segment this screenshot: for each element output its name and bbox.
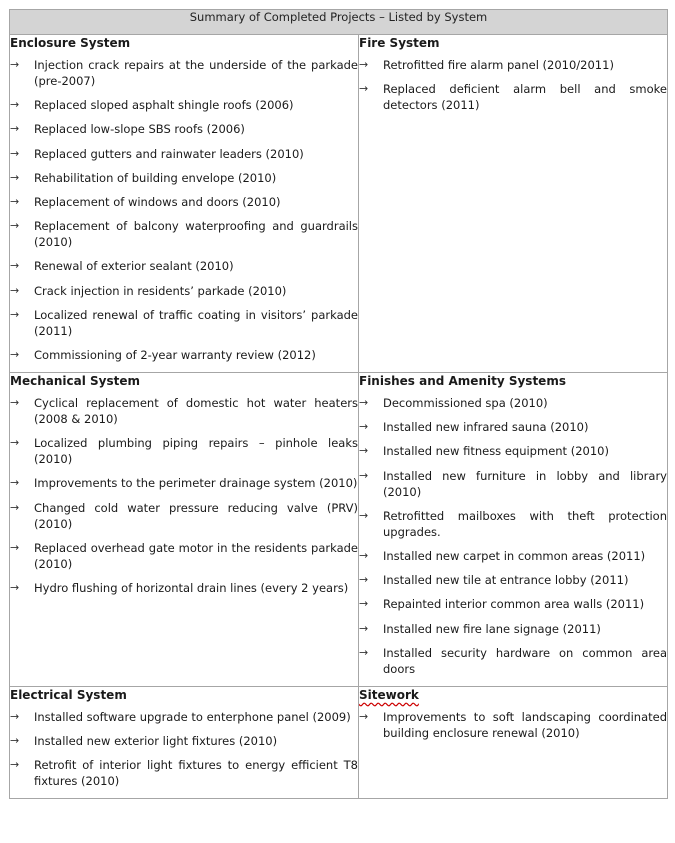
item-text: Replaced overhead gate motor in the residents parkade (2010) (34, 540, 358, 571)
list-item (359, 395, 667, 411)
arrow-bullet-icon: → (359, 468, 369, 482)
item-list (10, 395, 358, 596)
list-item (10, 757, 358, 789)
item-text: Changed cold water pressure reducing valve (PRV) (2010) (34, 500, 358, 531)
item-text: Cyclical replacement of domestic hot water heaters (2008 & 2010) (34, 396, 358, 426)
arrow-bullet-icon: → (359, 710, 369, 723)
enclosure-system-cell (10, 35, 359, 373)
arrow-bullet-icon: → (359, 396, 369, 409)
list-item (10, 347, 358, 363)
item-list (10, 709, 358, 789)
list-item (359, 81, 667, 113)
item-text: Installed new exterior light fixtures (2010) (34, 734, 278, 749)
list-item (359, 645, 667, 677)
list-item (10, 733, 358, 749)
item-text: Retrofitted mailboxes with theft protection upgrades. (383, 508, 667, 539)
item-text: Commissioning of 2-year warranty review (2012) (34, 347, 316, 362)
item-text: Repainted interior common area walls (2011) (383, 597, 645, 612)
item-text: Installed software upgrade to enterphone panel (2009) (34, 710, 351, 724)
list-item (10, 540, 358, 572)
summary-table (9, 9, 668, 799)
item-text: Replaced deficient alarm bell and smoke detectors (2011) (383, 82, 667, 113)
item-text: Installed new fire lane signage (2011) (383, 621, 601, 636)
arrow-bullet-icon: → (10, 219, 20, 233)
item-text: Replacement of balcony waterproofing and guardrails (2010) (34, 219, 358, 250)
table-title: Summary of Completed Projects – Listed by System (10, 10, 668, 35)
item-text: Localized plumbing piping repairs – pinhole leaks (2010) (34, 436, 358, 467)
list-item (10, 283, 358, 299)
arrow-bullet-icon: → (10, 194, 20, 208)
item-text: Improvements to the perimeter drainage system (2010) (34, 476, 358, 491)
arrow-bullet-icon: → (10, 58, 20, 71)
list-item (359, 508, 667, 540)
list-item (10, 500, 358, 532)
arrow-bullet-icon: → (10, 259, 20, 273)
arrow-bullet-icon: → (10, 347, 20, 361)
item-text: Replacement of windows and doors (2010) (34, 194, 281, 209)
item-text: Crack injection in residents’ parkade (2010) (34, 283, 287, 298)
mechanical-system-cell (10, 373, 359, 687)
list-item (10, 194, 358, 210)
fire-system-cell (359, 35, 668, 373)
arrow-bullet-icon: → (359, 548, 369, 562)
arrow-bullet-icon: → (10, 540, 20, 554)
list-item (359, 572, 667, 588)
section-title: Electrical System (10, 688, 127, 702)
list-item (10, 97, 358, 113)
list-item (359, 548, 667, 564)
item-text: Installed new infrared sauna (2010) (383, 420, 589, 435)
arrow-bullet-icon: → (359, 420, 369, 434)
list-item (10, 57, 358, 89)
item-text: Retrofit of interior light fixtures to energy efficient T8 fixtures (2010) (34, 758, 358, 789)
item-text: Installed new furniture in lobby and library (2010) (383, 468, 667, 499)
item-text: Replaced low-slope SBS roofs (2006) (34, 122, 245, 137)
list-item (10, 218, 358, 250)
item-list (359, 709, 667, 741)
item-text: Installed new carpet in common areas (2011) (383, 548, 646, 563)
item-text: Installed new tile at entrance lobby (2011) (383, 573, 629, 588)
item-list (359, 395, 667, 677)
arrow-bullet-icon: → (10, 170, 20, 184)
list-item (10, 395, 358, 427)
arrow-bullet-icon: → (10, 580, 20, 594)
list-item (10, 709, 358, 725)
list-item (10, 170, 358, 186)
arrow-bullet-icon: → (359, 444, 369, 458)
arrow-bullet-icon: → (10, 396, 20, 409)
list-item (10, 258, 358, 274)
item-text: Renewal of exterior sealant (2010) (34, 259, 234, 274)
arrow-bullet-icon: → (359, 58, 369, 71)
list-item (10, 307, 358, 339)
list-item (10, 146, 358, 162)
item-text: Improvements to soft landscaping coordinated building enclosure renewal (2010) (383, 710, 667, 740)
item-list (359, 57, 667, 113)
list-item (10, 580, 358, 596)
electrical-system-cell (10, 687, 359, 799)
arrow-bullet-icon: → (359, 621, 369, 635)
item-text: Installed new fitness equipment (2010) (383, 444, 609, 459)
arrow-bullet-icon: → (10, 476, 20, 490)
list-item (359, 468, 667, 500)
item-text: Replaced gutters and rainwater leaders (2010) (34, 146, 304, 161)
section-title: Fire System (359, 36, 440, 50)
arrow-bullet-icon: → (10, 283, 20, 297)
list-item (359, 621, 667, 637)
arrow-bullet-icon: → (359, 597, 369, 611)
item-text: Injection crack repairs at the underside of the parkade (pre-2007) (34, 58, 358, 88)
sitework-cell (359, 687, 668, 799)
finishes-amenity-cell (359, 373, 668, 687)
arrow-bullet-icon: → (359, 82, 369, 96)
list-item (10, 475, 358, 491)
item-text: Installed security hardware on common area doors (383, 645, 667, 676)
list-item (10, 121, 358, 137)
section-title: Mechanical System (10, 374, 140, 388)
item-list (10, 57, 358, 363)
arrow-bullet-icon: → (10, 500, 20, 514)
list-item (359, 57, 667, 73)
item-text: Hydro flushing of horizontal drain lines (every 2 years) (34, 580, 349, 595)
arrow-bullet-icon: → (359, 645, 369, 659)
item-text: Replaced sloped asphalt shingle roofs (2006) (34, 98, 294, 113)
section-title: Enclosure System (10, 36, 131, 50)
arrow-bullet-icon: → (10, 710, 20, 723)
arrow-bullet-icon: → (10, 734, 20, 748)
list-item (359, 419, 667, 435)
item-text: Retrofitted fire alarm panel (2010/2011) (383, 58, 614, 72)
arrow-bullet-icon: → (10, 98, 20, 112)
arrow-bullet-icon: → (10, 436, 20, 450)
arrow-bullet-icon: → (10, 758, 20, 772)
item-text: Decommissioned spa (2010) (383, 396, 548, 410)
arrow-bullet-icon: → (359, 508, 369, 522)
arrow-bullet-icon: → (10, 307, 20, 321)
list-item (359, 596, 667, 612)
item-text: Rehabilitation of building envelope (2010) (34, 170, 277, 185)
section-title: Finishes and Amenity Systems (359, 374, 566, 388)
section-title: Sitework (359, 688, 419, 702)
list-item (359, 709, 667, 741)
arrow-bullet-icon: → (10, 146, 20, 160)
list-item (359, 443, 667, 459)
arrow-bullet-icon: → (10, 122, 20, 136)
item-text: Localized renewal of traffic coating in visitors’ parkade (2011) (34, 307, 358, 338)
list-item (10, 435, 358, 467)
arrow-bullet-icon: → (359, 573, 369, 587)
